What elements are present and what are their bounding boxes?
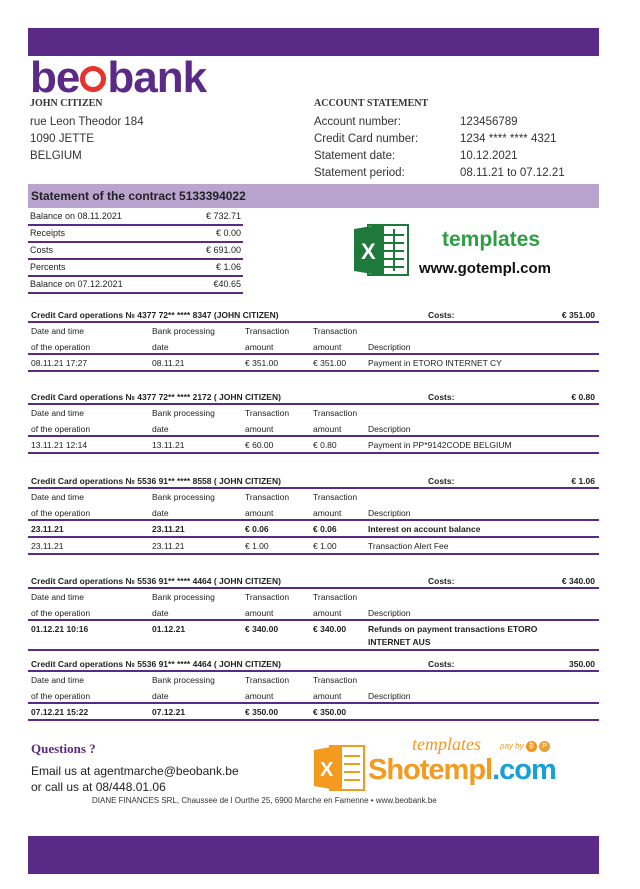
column-headers (28, 489, 599, 521)
operations-header (28, 390, 599, 405)
customer-street: rue Leon Theodor 184 (30, 116, 144, 128)
questions-heading: Questions ? (31, 741, 96, 756)
col-amount-2: Transaction amount (313, 675, 358, 701)
costs-value: 350.00 (569, 659, 595, 669)
summary-row (28, 226, 243, 243)
summary-label: Balance on 07.12.2021 (30, 279, 123, 289)
summary-label: Percents (30, 262, 66, 272)
col-description: Description (368, 508, 411, 518)
account-row-label: Credit Card number: (314, 133, 419, 145)
contract-title-bar (28, 184, 599, 208)
costs-value: € 0.80 (571, 392, 595, 402)
table-row (28, 355, 599, 372)
col-date: Date and time of the operation (31, 326, 91, 352)
table-row (28, 621, 599, 651)
summary-row (28, 243, 243, 260)
coin-icon: P (539, 741, 550, 752)
cell-amount-2: € 350.00 (313, 707, 347, 717)
col-bank-date: Bank processing date (152, 592, 215, 618)
account-row-value: 123456789 (460, 116, 518, 128)
col-amount-2: Transaction amount (313, 492, 358, 518)
col-amount-2: Transaction amount (313, 592, 358, 618)
col-amount: Transaction amount (245, 326, 290, 352)
shotempl-excel-icon (314, 742, 366, 794)
operations-block (28, 474, 599, 555)
operations-header (28, 657, 599, 672)
pay-by-label: pay by ₿ P (500, 741, 550, 752)
summary-value: € 1.06 (215, 262, 241, 272)
shotempl-templates-script: templates (412, 734, 481, 754)
col-date: Date and time of the operation (31, 675, 91, 701)
summary-row (28, 260, 243, 277)
cell-description: Transaction Alert Fee (368, 541, 449, 551)
contact-info (31, 763, 239, 795)
costs-value: € 340.00 (561, 576, 595, 586)
costs-label: Costs: (428, 476, 455, 486)
account-row-value: 08.11.21 to 07.12.21 (460, 167, 565, 179)
costs-label: Costs: (428, 310, 455, 320)
operations-header (28, 574, 599, 589)
top-brand-bar (28, 28, 599, 56)
cell-bank-date: 01.12.21 (152, 624, 186, 634)
cell-description: Payment in PP*9142CODE BELGIUM (368, 440, 512, 450)
operations-title: Credit Card operations № 5536 91** **** 4464 ( JOHN CITIZEN) (31, 576, 281, 586)
costs-value: € 1.06 (571, 476, 595, 486)
col-amount-2: Transaction amount (313, 408, 358, 434)
gotempl-url: www.gotempl.com (419, 260, 551, 277)
cell-datetime: 23.11.21 (31, 524, 64, 534)
summary-label: Costs (30, 245, 54, 255)
costs-label: Costs: (428, 576, 455, 586)
bitcoin-icon: ₿ (526, 741, 537, 752)
cell-amount: € 340.00 (245, 624, 279, 634)
account-row (314, 131, 600, 148)
templates-watermark: templates (442, 228, 541, 251)
cell-datetime: 07.12.21 15:22 (31, 707, 89, 717)
summary-value: € 732.71 (205, 211, 241, 221)
operations-header (28, 474, 599, 489)
col-description: Description (368, 691, 411, 701)
col-bank-date: Bank processing date (152, 326, 215, 352)
summary-value: € 691.00 (205, 245, 241, 255)
shotempl-logo: Shotempl.com (368, 754, 556, 786)
cell-amount-2: € 0.06 (313, 524, 337, 534)
col-description: Description (368, 608, 411, 618)
customer-country: BELGIUM (30, 150, 82, 162)
summary-value: € 0.00 (215, 228, 241, 238)
contact-email: Email us at agentmarche@beobank.be (31, 764, 239, 778)
costs-label: Costs: (428, 392, 455, 402)
balance-summary (28, 209, 243, 294)
customer-address (30, 98, 144, 165)
cell-bank-date: 07.12.21 (152, 707, 186, 717)
cell-datetime: 01.12.21 10:16 (31, 624, 89, 634)
cell-amount-2: € 0.80 (313, 440, 337, 450)
operations-block (28, 308, 599, 372)
account-row-label: Account number: (314, 116, 401, 128)
account-row (314, 148, 600, 165)
col-bank-date: Bank processing date (152, 492, 215, 518)
costs-value: € 351.00 (561, 310, 595, 320)
summary-label: Balance on 08.11.2021 (30, 211, 122, 221)
contract-title: Statement of the contract 5133394022 (31, 189, 246, 203)
cell-bank-date: 23.11.21 (152, 524, 185, 534)
col-date: Date and time of the operation (31, 592, 91, 618)
cell-bank-date: 08.11.21 (152, 358, 185, 368)
statement-page (28, 28, 599, 874)
cell-description: Refunds on payment transactions ETORO INTERNET AUS (368, 624, 538, 647)
cell-amount: € 0.06 (245, 524, 269, 534)
col-bank-date: Bank processing date (152, 675, 215, 701)
account-heading: ACCOUNT STATEMENT (314, 98, 429, 109)
account-row-value: 10.12.2021 (460, 150, 518, 162)
col-date: Date and time of the operation (31, 408, 91, 434)
cell-amount-2: € 1.00 (313, 541, 337, 551)
column-headers (28, 672, 599, 704)
operations-block (28, 574, 599, 651)
table-row (28, 538, 599, 555)
operations-title: Credit Card operations № 5536 91** **** 8558 ( JOHN CITIZEN) (31, 476, 281, 486)
col-amount-2: Transaction amount (313, 326, 358, 352)
legal-footer: DIANE FINANCES SRL, Chaussee de l Ourthe 25, 6900 Marche en Famenne • www.beobank.be (92, 796, 437, 805)
column-headers (28, 323, 599, 355)
summary-value: €40.65 (213, 279, 241, 289)
cell-datetime: 13.11.21 12:14 (31, 440, 88, 450)
col-date: Date and time of the operation (31, 492, 91, 518)
contact-phone: or call us at 08/448.01.06 (31, 780, 166, 794)
svg-text:X: X (361, 239, 376, 264)
bottom-brand-bar (28, 836, 599, 874)
operations-header (28, 308, 599, 323)
summary-row (28, 209, 243, 226)
account-row (314, 114, 600, 131)
operations-block (28, 390, 599, 454)
account-row (314, 165, 600, 182)
account-row-value: 1234 **** **** 4321 (460, 133, 557, 145)
operations-block (28, 657, 599, 721)
cell-amount: € 351.00 (245, 358, 279, 368)
cell-datetime: 08.11.21 17:27 (31, 358, 88, 368)
operations-title: Credit Card operations № 5536 91** **** 4464 ( JOHN CITIZEN) (31, 659, 281, 669)
col-amount: Transaction amount (245, 675, 290, 701)
col-description: Description (368, 424, 411, 434)
col-amount: Transaction amount (245, 592, 290, 618)
cell-description: Payment in ETORO INTERNET CY (368, 358, 502, 368)
customer-name: JOHN CITIZEN (30, 98, 103, 109)
cell-bank-date: 23.11.21 (152, 541, 185, 551)
col-bank-date: Bank processing date (152, 408, 215, 434)
cell-bank-date: 13.11.21 (152, 440, 185, 450)
cell-amount-2: € 351.00 (313, 358, 347, 368)
cell-amount: € 1.00 (245, 541, 269, 551)
cell-datetime: 23.11.21 (31, 541, 64, 551)
beobank-logo: be bank (30, 53, 207, 102)
column-headers (28, 589, 599, 621)
col-amount: Transaction amount (245, 492, 290, 518)
cell-description: Interest on account balance (368, 524, 481, 534)
account-row-label: Statement period: (314, 167, 405, 179)
table-row (28, 704, 599, 721)
account-row-label: Statement date: (314, 150, 396, 162)
table-row (28, 437, 599, 454)
operations-title: Credit Card operations № 4377 72** **** 2172 ( JOHN CITIZEN) (31, 392, 281, 402)
cell-amount: € 350.00 (245, 707, 279, 717)
customer-city: 1090 JETTE (30, 133, 94, 145)
column-headers (28, 405, 599, 437)
table-row (28, 521, 599, 538)
costs-label: Costs: (428, 659, 455, 669)
excel-icon (354, 221, 410, 279)
summary-label: Receipts (30, 228, 66, 238)
cell-amount: € 60.00 (245, 440, 274, 450)
col-description: Description (368, 342, 411, 352)
cell-amount-2: € 340.00 (313, 624, 347, 634)
svg-text:X: X (320, 759, 334, 781)
operations-title: Credit Card operations № 4377 72** **** 8347 (JOHN CITIZEN) (31, 310, 279, 320)
account-info (314, 98, 600, 182)
logo-ring-icon (80, 66, 106, 92)
col-amount: Transaction amount (245, 408, 290, 434)
summary-row (28, 277, 243, 294)
